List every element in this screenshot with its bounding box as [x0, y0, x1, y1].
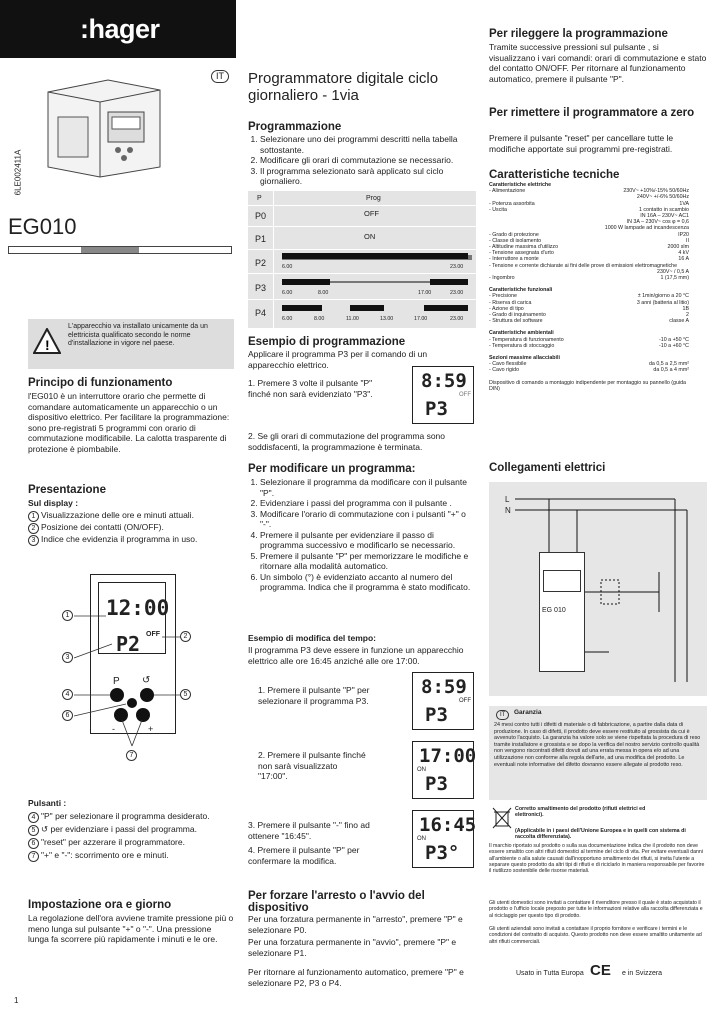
specs-note-val: 230V~ / 0,5 A [657, 268, 689, 275]
programming-step: 2. Modificare gli orari di commutazione se necessario. [260, 155, 473, 166]
disposal-sub: (Applicabile in i paesi dell'Unione Europea e in quelli con sistema di raccolta differenziata). [515, 828, 686, 841]
lcd-time: 17:00 [419, 745, 477, 767]
p-button-label: P [113, 676, 120, 687]
example-intro: Applicare il programma P3 per il comando di un apparecchio elettrico. [248, 349, 428, 370]
principle-text: l'EG010 è un interruttore orario che permette di comandare automaticamente un apparecchio o un dispositivo elettrico. Per facilitare la programmazione: sono pre-registrati 5 programmi con orario di commutazione modificabile. La calotta trasparente di protezione è piombabile. [28, 391, 230, 454]
callout-5: 5 [180, 689, 191, 700]
footer-used: Usato in Tutta Europa [516, 970, 584, 977]
p3-label: 23.00 [450, 290, 464, 296]
step-symbol-icon: ↺ [142, 675, 151, 686]
specs-row: - Precisione ± 1min/giorno a 20 °C [489, 293, 689, 300]
specs-row: - Temperatura di funzionamento -10 a +50 °C [489, 336, 689, 343]
force-p2: Per una forzatura permanente in "avvio", premere "P" e selezionare P1. [248, 937, 457, 958]
modify-step: 4. Premere il pulsante per evidenziare il passo di programma successivo e modificarlo se necessario. [260, 530, 473, 551]
modify-step: 2. Evidenziare i passi del programma con il pulsante . [260, 498, 473, 509]
p4-label: 17.00 [414, 316, 428, 322]
device-time: 12:00 [106, 596, 170, 620]
warning-icon [33, 328, 61, 359]
modify-steps [248, 477, 473, 593]
lcd-state: OFF [459, 392, 471, 398]
pulsanti-list [28, 811, 234, 862]
lcd-prog: P3 [425, 773, 448, 795]
example2-step2: 2. Premere il pulsante finché non sarà visualizzato "17:00". [258, 750, 366, 781]
setting-heading: Impostazione ora e giorno [28, 899, 172, 911]
page-title: Programmatore digitale ciclo giornaliero - 1via [248, 70, 439, 104]
programming-step: 1. Selezionare uno dei programmi descritti nella tabella sottostante. [260, 134, 473, 155]
presentation-heading: Presentazione [28, 484, 106, 496]
specs-row: - Interruttore a monte 16 A [489, 256, 689, 263]
pulsanti-item: 6 "reset" per azzerare il programmatore. [28, 837, 234, 849]
p4-label: 13.00 [380, 316, 394, 322]
specs-row: - Ingombro 1 (17,5 mm) [489, 275, 689, 282]
programming-heading: Programmazione [248, 121, 342, 133]
presentation-item: 1 Visualizzazione delle ore e minuti attuali. [28, 510, 234, 522]
specs-row: - Temperatura di stoccaggio -10 a +60 °C [489, 342, 689, 349]
specs-row: 240V~ +/-6% 50/60Hz [636, 194, 689, 201]
device-off: OFF [146, 631, 160, 638]
example2-step3: 3. Premere il pulsante "-" fino ad ottenere "16:45". [248, 820, 370, 841]
presentation-item: 2 Posizione dei contatti (ON/OFF). [28, 522, 234, 534]
example2-step1: 1. Premere il pulsante "P" per selezionare il programma P3. [258, 685, 370, 706]
example-heading: Esempio di programmazione [248, 336, 406, 348]
disposal-p1: Il marchio riportato sul prodotto o sulla sua documentazione indica che il prodotto non deve essere smaltito con altri rifiuti domestici al termine del ciclo di vita. Per evitare eventuali danni all'ambiente o alla salute causati dall'inopportuno smaltimento dei rifiuti, si invita l'utente a separare questo prodotto da altri tipi di rifiuti e di riciclarlo in maniera responsabile per favorire il riutilizzo sostenibile delle risorse materiali. [489, 843, 705, 875]
table-col-p: P [257, 195, 262, 202]
lcd-step1 [412, 672, 474, 730]
doc-code: 6LE002411A [13, 149, 23, 196]
modify-step: 5. Premere il pulsante "P" per memorizzare le modifiche e ritornare alla modalità automatico. [260, 551, 473, 572]
table-p4: P4 [255, 308, 267, 318]
wiring-heading: Collegamenti elettrici [489, 462, 606, 474]
p4-label: 8.00 [314, 316, 325, 322]
specs-heading: Caratteristiche tecniche [489, 169, 620, 181]
programming-step: 3. Il programma selezionato sarà applicato sul ciclo giornaliero. [260, 166, 473, 187]
callout-7: 7 [126, 750, 137, 761]
force-p1: Per una forzatura permanente in "arresto", premere "P" e selezionare P0. [248, 914, 463, 935]
table-col-prog: Prog [366, 195, 381, 202]
wiring-label: EG 010 [542, 607, 566, 614]
minus-label: - [112, 724, 115, 734]
example-step1: 1. Premere 3 volte il pulsante "P" finché non sarà evidenziato "P3". [248, 378, 373, 399]
callout-1: 1 [62, 610, 73, 621]
specs-footnote: Dispositivo di comando a montaggio indipendente per montaggio su pannello (guida DIN) [489, 379, 686, 392]
ce-mark: CE [590, 962, 611, 979]
callout-4: 4 [62, 689, 73, 700]
example-step2: 2. Se gli orari di commutazione del programma sono soddisfacenti, la programmazione è terminata. [248, 431, 446, 452]
presentation-item: 3 Indice che evidenzia il programma in uso. [28, 534, 234, 546]
program-table [248, 191, 476, 328]
pulsanti-heading: Pulsanti : [28, 798, 67, 808]
svg-text:!: ! [45, 337, 50, 353]
lcd-prog: P3 [425, 398, 448, 420]
pulsanti-item: 5 ↺ per evidenziare i passi del programma. [28, 824, 234, 836]
reset-heading: Per rimettere il programmatore a zero [489, 107, 695, 119]
page-number: 1 [14, 996, 19, 1005]
footer-swiss: e in Svizzera [622, 970, 663, 977]
lcd-time: 16:45 [419, 814, 477, 836]
table-p0-text: OFF [364, 209, 379, 218]
model-name: EG010 [8, 214, 77, 239]
callout-2: 2 [180, 631, 191, 642]
example2-heading: Esempio di modifica del tempo: [248, 633, 376, 643]
reread-heading: Per rileggere la programmazione [489, 28, 668, 40]
p4-label: 6.00 [282, 316, 293, 322]
warranty-title: Garanzia [514, 709, 542, 716]
wiring-l: L [505, 495, 510, 504]
lang-badge: IT [211, 70, 229, 83]
specs-row: - Cavo flessibile da 0,5 a 2,5 mm² [489, 361, 689, 368]
disposal-title: Corretto smaltimento del prodotto (rifiuti elettrici ed elettronici). [515, 806, 646, 819]
lcd-prog: P3° [425, 842, 460, 864]
brand-logo: :hager [80, 14, 160, 44]
modify-step: 1. Selezionare il programma da modificare con il pulsante "P". [260, 477, 473, 498]
specs-note: - Tensione e corrente dichiarate ai fini delle prove di emissioni elettromagnetiche [489, 262, 678, 269]
specs-row: - Azione di tipo 1B [489, 305, 689, 312]
reread-text: Tramite successive pressioni sul pulsante , si visualizzano i vari comandi: orari di commutazione e stato del contatto ON/OFF. Per ritornare al funzionamento automatico, premere il pulsante "P". [489, 42, 707, 84]
specs-row: - Altitudine massima d'utilizzo 2000 slm [489, 244, 689, 251]
disposal-p3: Gli utenti aziendali sono invitati a contattare il proprio fornitore e verificare i termini e le condizioni del contratto di acquisto. Questo prodotto non deve essere smaltito unitamente ad altri rifiuti commerciali. [489, 926, 702, 945]
lcd-time: 8:59 [421, 676, 467, 698]
p4-label: 11.00 [346, 316, 359, 322]
product-image [38, 72, 168, 182]
specs-group: Caratteristiche ambientali [489, 330, 554, 337]
p3-label: 8.00 [318, 290, 329, 296]
device-prog: P2 [116, 632, 141, 656]
table-p0: P0 [255, 211, 267, 221]
example2-intro: Il programma P3 deve essere in funzione un apparecchio elettrico alle ore 16:45 anziché alle ore 17:00. [248, 645, 464, 666]
p2-label: 6.00 [282, 264, 293, 270]
p2-label: 23.00 [450, 264, 464, 270]
table-p3: P3 [255, 283, 267, 293]
specs-row: - Classe di isolamento II [489, 237, 689, 244]
pulsanti-item: 7 "+" e "-": scorrimento ore e minuti. [28, 850, 234, 862]
modify-heading: Per modificare un programma: [248, 463, 416, 475]
setting-text: La regolazione dell'ora avviene tramite pressione più o meno lunga sul pulsante "+" o "-". Una pressione lunga fa scorrere più rapidamente i minuti e le ore. [28, 913, 234, 944]
warranty-tag: IT [496, 710, 509, 720]
disposal-p2: Gli utenti domestici sono invitati a contattare il rivenditore presso il quale è stato acquistato il prodotto o l'ufficio locale preposto per tutte le informazioni relative alla raccolta differenziata e al riciclaggio per questo tipo di prodotto. [489, 900, 703, 919]
specs-func [489, 293, 689, 324]
warranty-text: 24 mesi contro tutti i difetti di materiale o di fabbricazione, a partire dalla data di produzione. In caso di difetti, il prodotto deve essere restituito al grossista da cui è avvenuto l'acquisto. La garanzia ha valore solo se viene rispettata la procedura di reso tramite installatore e grossista e se dopo la verifica del nostro servizio controllo qualità non vengono riscontrati difetti dovuti ad una errata messa in opera e/o ad una utilizzazione non conforme alla regola dell'arte, ad una modifica del prodotto. Le eventuali note informative del difetto dovranno essere allegate al prodotto reso. [494, 722, 701, 768]
specs-sec [489, 361, 689, 373]
lcd-state: OFF [459, 698, 471, 704]
specs-row: - Grado di protezione IP20 [489, 231, 689, 238]
p3-on-bar [430, 279, 468, 285]
specs-row: IN 16A – 230V~ AC1 [640, 213, 689, 220]
p4-on-bar [350, 305, 384, 311]
lcd-state: ON [417, 836, 426, 842]
modify-step: 3. Modificare l'orario di commutazione con i pulsanti "+" o "-". [260, 509, 473, 530]
specs-row: - Riserva di carica 3 anni (batteria al litio) [489, 299, 689, 306]
wiring-diagram [489, 482, 707, 696]
principle-heading: Principo di funzionamento [28, 377, 173, 389]
lcd-step2 [412, 741, 477, 799]
lcd-step3 [412, 810, 477, 868]
p3-label: 6.00 [282, 290, 293, 296]
device-diagram [62, 574, 212, 770]
p4-label: 23.00 [450, 316, 464, 322]
lcd-prog: P3 [425, 704, 448, 726]
table-p1-text: ON [364, 232, 376, 241]
bin-icon [492, 806, 512, 835]
specs-row: - Cavo rigido da 0,5 a 4 mm² [489, 367, 689, 374]
specs-block [489, 182, 689, 392]
specs-row: 1000 W lampade ad incandescenza [604, 225, 689, 232]
reset-text: Premere il pulsante "reset" per cancellare tutte le modifiche apportate sui programmi pre-registrati. [489, 133, 674, 154]
specs-row: - Grado di inquinamento 2 [489, 312, 689, 319]
example-lcd [412, 366, 474, 424]
p3-off-bar [330, 281, 430, 283]
specs-env [489, 337, 689, 349]
force-p3: Per ritornare al funzionamento automatico, premere "P" e selezionare P2, P3 o P4. [248, 967, 464, 988]
model-bar [8, 246, 232, 254]
p2-on-bar [282, 253, 468, 259]
programming-steps [248, 134, 473, 187]
wiring-device-screen [543, 570, 581, 592]
callout-6: 6 [62, 710, 73, 721]
p3-label: 17.00 [418, 290, 432, 296]
specs-group: Caratteristiche funzionali [489, 287, 553, 294]
p3-on-bar [282, 279, 330, 285]
specs-elec [489, 188, 689, 262]
specs-group: Caratteristiche elettriche [489, 182, 552, 188]
specs-row: - Uscita 1 contatto in scambio [489, 206, 689, 213]
pulsanti-item: 4 "P" per selezionare il programma desiderato. [28, 811, 234, 823]
specs-row: IN 3A – 230V~ cos φ = 0,6 [626, 219, 689, 226]
plus-label: + [148, 724, 154, 734]
force-heading: Per forzare l'arresto o l'avvio del dispositivo [248, 890, 425, 914]
modify-step: 6. Un simbolo (°) è evidenziato accanto al numero del programma. Indica che il programma è stato modificato. [260, 572, 473, 593]
specs-group: Sezioni massime allacciabili [489, 355, 560, 362]
example2-step4: 4. Premere il pulsante "P" per confermare la modifica. [248, 845, 360, 866]
wiring-n: N [505, 506, 511, 515]
table-p2: P2 [255, 258, 267, 268]
presentation-sub: Sul display : [28, 498, 79, 508]
table-p1: P1 [255, 234, 267, 244]
presentation-list [28, 510, 234, 546]
p4-on-bar [424, 305, 468, 311]
p4-on-bar [282, 305, 322, 311]
specs-row: - Tensione assegnata d'urto 4 kV [489, 250, 689, 257]
lcd-time: 8:59 [421, 370, 467, 392]
specs-row: - Potenza assorbita 1VA [489, 200, 689, 207]
lcd-state: ON [417, 767, 426, 773]
specs-row: - Alimentazione 230V~ +10%/-15% 50/60Hz [489, 188, 689, 195]
warning-text: L'apparecchio va installato unicamente da un elettricista qualificato secondo le norme d'installazione in vigore nel paese. [68, 323, 208, 347]
step-icon: ↺ [41, 824, 51, 834]
specs-row: - Struttura del software classe A [489, 318, 689, 325]
callout-3: 3 [62, 652, 73, 663]
